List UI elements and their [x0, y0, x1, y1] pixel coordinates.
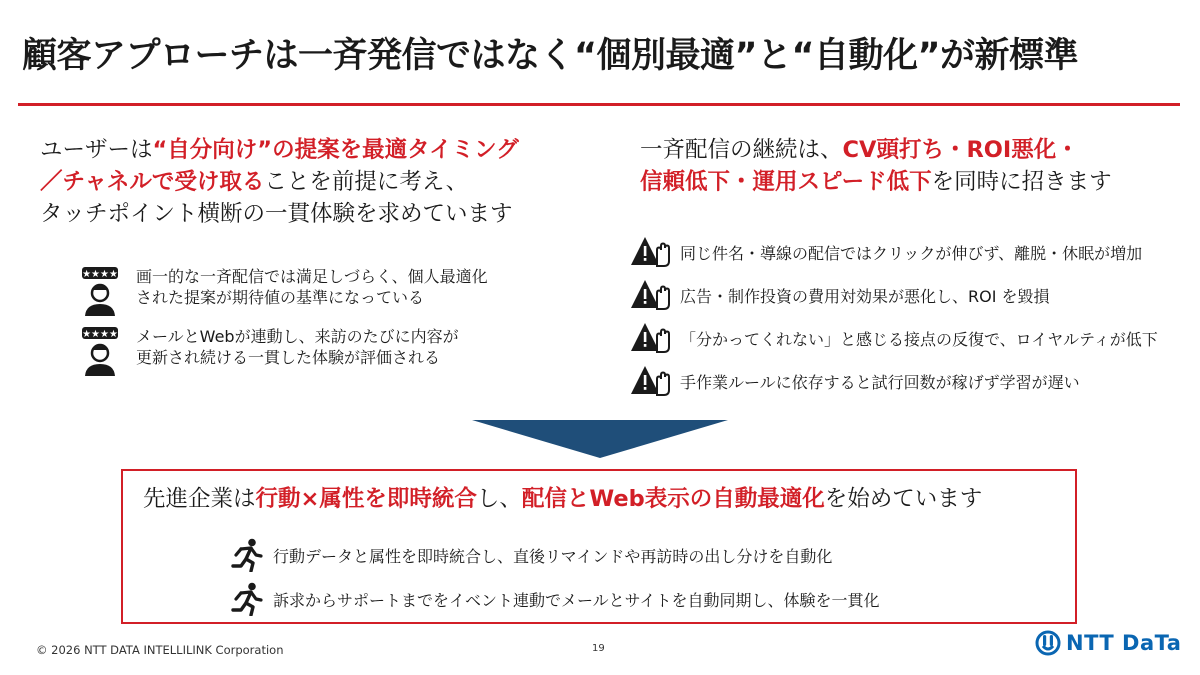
action-item-text: 訴求からサポートまでをイベント連動でメールとサイトを自動同期し、体験を一貫化 [273, 590, 880, 610]
user-item-line2: された提案が期待値の基準になっている [136, 288, 425, 307]
ntt-data-logo-icon [1035, 630, 1061, 656]
user-item-line1: 画一的な一斉配信では満足しづらく、個人最適化 [136, 267, 488, 286]
risk-item [630, 278, 1050, 312]
conclusion-highlight1: 行動×属性を即時統合 [255, 486, 477, 512]
copyright: © 2026 NTT DATA INTELLILINK Corporation [36, 643, 284, 657]
conclusion-lead-a: 先進企業は [143, 486, 256, 512]
page-title: 顧客アプローチは一斉発信ではなく“個別最適”と“自動化”が新標準 [22, 36, 1079, 76]
left-lead-line1a: ユーザーは [40, 137, 153, 163]
conclusion-lead-c: し、 [476, 486, 522, 512]
title-divider [18, 103, 1180, 106]
user-rating-icon [80, 266, 124, 318]
user-item-line2: 更新され続ける一貫した体験が評価される [136, 348, 441, 367]
right-lead-text [640, 134, 1112, 198]
user-expectation-item [80, 326, 459, 378]
right-lead-line1a: 一斉配信の継続は、 [640, 137, 843, 163]
user-item-line1: メールとWebが連動し、来訪のたびに内容が [136, 327, 459, 346]
user-expectation-item [80, 266, 488, 318]
left-lead-highlight1: “自分向け”の提案を最適タイミング [152, 137, 519, 163]
risk-item-text: 手作業ルールに依存すると試行回数が稼げず学習が遅い [680, 372, 1080, 392]
warning-hand-icon [630, 364, 672, 398]
runner-icon [231, 538, 263, 572]
left-lead-line3: タッチポイント横断の一貫体験を求めています [40, 201, 513, 227]
action-item [231, 582, 880, 616]
risk-item-text: 広告・制作投資の費用対効果が悪化し、ROI を毀損 [680, 286, 1050, 306]
right-lead-line2b: を同時に招きます [931, 169, 1112, 195]
right-lead-highlight2: 信頼低下・運用スピード低下 [640, 169, 932, 195]
warning-hand-icon [630, 321, 672, 355]
conclusion-box [121, 469, 1077, 624]
left-lead-highlight2: ／チャネルで受け取る [40, 169, 265, 195]
risk-item-text: 同じ件名・導線の配信ではクリックが伸びず、離脱・休眠が増加 [680, 243, 1143, 263]
svg-text:★★★★: ★★★★ [82, 329, 118, 340]
svg-text:★★★★: ★★★★ [82, 269, 118, 280]
risk-item [630, 321, 1158, 355]
left-lead-text [40, 134, 519, 230]
down-arrow-icon [472, 420, 728, 458]
action-item [231, 538, 832, 572]
warning-hand-icon [630, 278, 672, 312]
risk-item [630, 364, 1080, 398]
risk-item [630, 235, 1142, 269]
conclusion-lead-e: を始めています [824, 486, 983, 512]
action-item-text: 行動データと属性を即時統合し、直後リマインドや再訪時の出し分けを自動化 [273, 546, 833, 566]
logo-text: NTT DaTa [1066, 631, 1182, 655]
user-rating-icon [80, 326, 124, 378]
conclusion-lead [143, 481, 982, 513]
right-lead-highlight1: CV頭打ち・ROI悪化・ [842, 137, 1079, 163]
page-number: 19 [592, 643, 605, 654]
warning-hand-icon [630, 235, 672, 269]
runner-icon [231, 582, 263, 616]
risk-item-text: 「分かってくれない」と感じる接点の反復で、ロイヤルティが低下 [680, 329, 1158, 349]
left-lead-line2b: ことを前提に考え、 [264, 169, 469, 195]
conclusion-highlight2: 配信とWeb表示の自動最適化 [521, 486, 825, 512]
ntt-data-logo [1035, 630, 1181, 656]
